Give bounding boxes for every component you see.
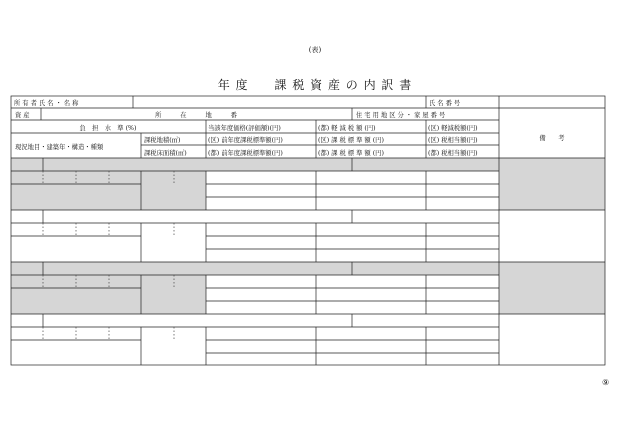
side-marker: (表): [308, 46, 322, 54]
prev-base-to-label: (都) 前年度課税標準額(円): [208, 150, 283, 157]
reduced-tax-to-label: (都) 軽 減 税 額 (円): [318, 125, 376, 132]
prev-base-ku-label: (区) 前年度課税標準額(円): [208, 137, 283, 144]
document-title: 年 度 課 税 資 産 の 内 訳 書: [217, 78, 413, 92]
name-number-label: 氏 名 番 号: [429, 100, 461, 107]
residential-label: 住 宅 用 地 区 分 ・ 家 屋 番 号: [356, 112, 446, 119]
asset-label: 資 産: [15, 112, 30, 119]
owner-label: 所 有 者 氏 名 ・ 名 称: [14, 100, 79, 107]
burden-label: 負 担 水 準 (%): [79, 125, 137, 132]
taxable-floor-label: 課税床面積(㎡): [144, 150, 187, 157]
page-number: ⑨: [602, 378, 610, 387]
tax-amount-to-label: (都) 税相当額(円): [428, 150, 478, 157]
tax-amount-ku-label: (区) 税相当額(円): [428, 137, 478, 144]
reduced-tax-ku-label: (区) 軽減税額(円): [428, 125, 478, 132]
data-block-4: [11, 314, 499, 365]
data-block-2: [11, 210, 605, 262]
land-info-label: 現況地目・建築年・構造・種類: [15, 144, 104, 151]
remarks-label: 備 考: [539, 135, 565, 142]
tax-base-ku-label: (区) 課 税 標 準 額 (円): [318, 137, 384, 144]
valuation-label: 当該年度価格(評価額)(円): [208, 125, 281, 132]
tax-base-to-label: (都) 課 税 標 準 額 (円): [318, 150, 384, 157]
grid-lines: [11, 96, 605, 365]
location-label: 所 在 地 番: [155, 112, 237, 119]
taxable-land-label: 課税地積(㎡): [144, 137, 181, 144]
